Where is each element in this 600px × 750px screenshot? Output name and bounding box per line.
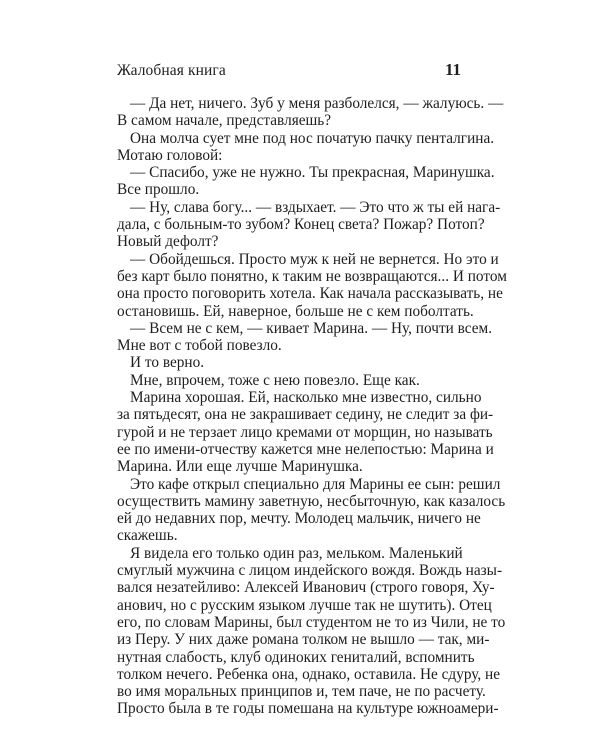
text-line: Мне, впрочем, тоже с нею повезло. Еще как. — [130, 371, 420, 389]
text-line: — Да нет, ничего. Зуб у меня разболелся, — жалуюсь. — — [130, 95, 504, 112]
text-line: дала, с больным-то зубом? Конец света? Пожар? Потоп? — [117, 216, 485, 234]
text-line: его, по словам Марины, был студентом не то из Чили, не то — [117, 613, 506, 631]
text-line: — Ну, слава богу... — вздыхает. — Это что ж ты ей нага- — [130, 198, 501, 216]
body-text — [117, 95, 507, 718]
text-line: из Перу. У них даже романа толком не вышло — так, ми- — [117, 631, 490, 649]
text-line: — Спасибо, уже не нужно. Ты прекрасная, Маринушка. — [130, 164, 495, 182]
text-line: И то верно. — [130, 354, 205, 372]
text-line: Она молча сует мне под нос початую пачку пенталгина. — [130, 129, 495, 147]
text-line: Марина. Или еще лучше Маринушка. — [117, 458, 363, 476]
text-line: она просто поговорить хотела. Как начала рассказывать, не — [117, 285, 503, 303]
text-line: В самом начале, представляешь? — [117, 112, 332, 130]
text-line: ей до недавних пор, мечту. Молодец мальчик, ничего не — [117, 510, 481, 528]
text-line: гурой и не терзает лицо кремами от морщин, но называть — [117, 423, 493, 441]
chapter-title: Жалобная книга — [117, 62, 226, 79]
text-line: Все прошло. — [117, 181, 200, 199]
text-line: анович, но с русским языком лучше так не шутить). Отец — [117, 596, 492, 614]
text-line: вался незатейливо: Алексей Иванович (строго говоря, Ху- — [117, 579, 495, 597]
text-line: Это кафе открыл специально для Марины ее сын: решил — [130, 475, 501, 493]
text-line: Я видела его только один раз, мельком. Маленький — [130, 544, 463, 562]
page-number: 11 — [444, 60, 461, 79]
text-line: остановишь. Ей, наверное, больше не с кем поболтать. — [117, 302, 474, 320]
text-line: Мне вот с тобой повезло. — [117, 337, 282, 355]
text-line: Новый дефолт? — [117, 233, 219, 251]
text-line: Мотаю головой: — [117, 146, 223, 164]
text-line: толком нечего. Ребенка она, однако, оставила. Не сдуру, не — [117, 665, 501, 683]
text-line: за пятьдесят, она не закрашивает седину, не следит за фи- — [117, 406, 494, 424]
text-line: скажешь. — [117, 527, 178, 545]
text-line: — Обойдешься. Просто муж к ней не вернется. Но это и — [130, 250, 499, 268]
text-line: осуществить мамину заветную, несбыточную, как казалось — [117, 492, 506, 510]
running-header — [117, 60, 461, 82]
text-line: Марина хорошая. Ей, насколько мне известно, сильно — [130, 389, 482, 407]
text-line: Просто была в те годы помешана на культуре южноамери- — [117, 700, 499, 718]
text-line: смуглый мужчина с лицом индейского вождя. Вождь назы- — [117, 562, 503, 580]
text-line: нутная слабость, клуб одиноких гениталий, вспомнить — [117, 648, 475, 666]
text-line: ее по имени-отчеству кажется мне нелепостью: Марина и — [117, 440, 494, 458]
text-line: во имя моральных принципов и, тем паче, не по расчету. — [117, 683, 486, 701]
text-line: — Всем не с кем, — кивает Марина. — Ну, почти всем. — [130, 319, 493, 337]
text-line: без карт было понятно, к таким не возвращаются... И потом — [117, 267, 507, 285]
